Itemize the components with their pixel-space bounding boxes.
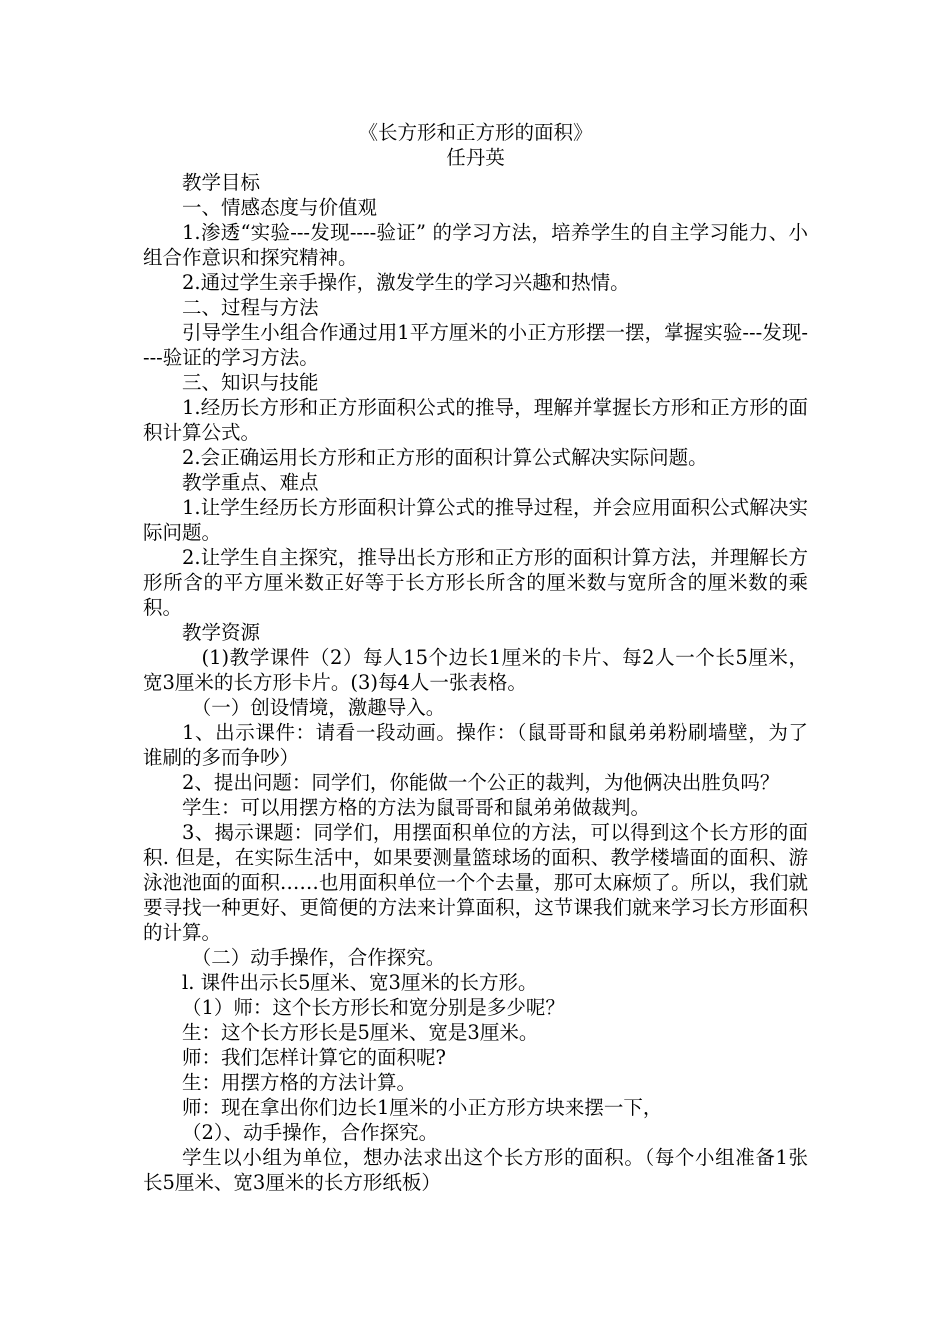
paragraph: l. 课件出示长5厘米、宽3厘米的长方形。 [182,971,538,994]
paragraph: (1)教学课件（2）每人15个边长1厘米的卡片、每2人一个长5厘米，宽3厘米的长方形卡片。(3)每4人一张表格。 [143,646,808,694]
heading-attitude-values: 一、情感态度与价值观 [182,196,378,219]
paragraph: 3、揭示课题：同学们，用摆面积单位的方法，可以得到这个长方形的面积. 但是，在实际生活中，如果要测量篮球场的面积、教学楼墙面的面积、游泳池池面的面积……也用面积单位一个个去量，那可太麻烦了。所以，我们就要寻找一种更好、更简便的方法来计算面积，这节课我们就来学习长方形面积的计算。 [143,821,808,944]
paragraph: 1.渗透“实验---发现----验证” 的学习方法，培养学生的自主学习能力、小组合作意识和探究精神。 [143,221,808,269]
paragraph: 1.让学生经历长方形面积计算公式的推导过程，并会应用面积公式解决实际问题。 [143,496,808,544]
paragraph: 1.经历长方形和正方形面积公式的推导，理解并掌握长方形和正方形的面积计算公式。 [143,396,808,444]
paragraph: （2）、动手操作，合作探究。 [182,1121,439,1144]
paragraph: 1、出示课件：请看一段动画。操作：（鼠哥哥和鼠弟弟粉刷墙壁，为了谁刷的多而争吵） [143,721,808,769]
paragraph: 师：我们怎样计算它的面积呢? [182,1046,446,1069]
paragraph: 2、提出问题：同学们，你能做一个公正的裁判，为他俩决出胜负吗？ [182,771,780,794]
heading-teaching-goals: 教学目标 [182,171,261,194]
heading-resources: 教学资源 [182,621,261,644]
paragraph: 学生以小组为单位，想办法求出这个长方形的面积。（每个小组准备1张长5厘米、宽3厘米的长方形纸板） [143,1146,808,1194]
heading-section-one: （一）创设情境，激趣导入。 [191,696,446,719]
document-body [143,120,808,1195]
document-title: 《长方形和正方形的面积》 [358,121,593,144]
heading-key-points: 教学重点、难点 [182,471,319,494]
paragraph: 2.通过学生亲手操作，激发学生的学习兴趣和热情。 [182,271,630,294]
document-author: 任丹英 [446,146,505,169]
paragraph: 师：现在拿出你们边长1厘米的小正方形方块来摆一下， [182,1096,663,1119]
paragraph: （1）师：这个长方形长和宽分别是多少呢？ [182,996,565,1019]
paragraph: 生：用摆方格的方法计算。 [182,1071,417,1094]
heading-section-two: （二）动手操作，合作探究。 [191,946,446,969]
heading-process-method: 二、过程与方法 [182,296,319,319]
paragraph: 2.会正确运用长方形和正方形的面积计算公式解决实际问题。 [182,446,708,469]
heading-knowledge-skills: 三、知识与技能 [182,371,319,394]
paragraph: 生：这个长方形长是5厘米、宽是3厘米。 [182,1021,539,1044]
paragraph: 学生：可以用摆方格的方法为鼠哥哥和鼠弟弟做裁判。 [182,796,651,819]
paragraph: 引导学生小组合作通过用1平方厘米的小正方形摆一摆，掌握实验---发现----验证的学习方法。 [143,321,808,369]
paragraph: 2.让学生自主探究，推导出长方形和正方形的面积计算方法，并理解长方形所含的平方厘米数正好等于长方形长所含的厘米数与宽所含的厘米数的乘积。 [143,546,808,619]
